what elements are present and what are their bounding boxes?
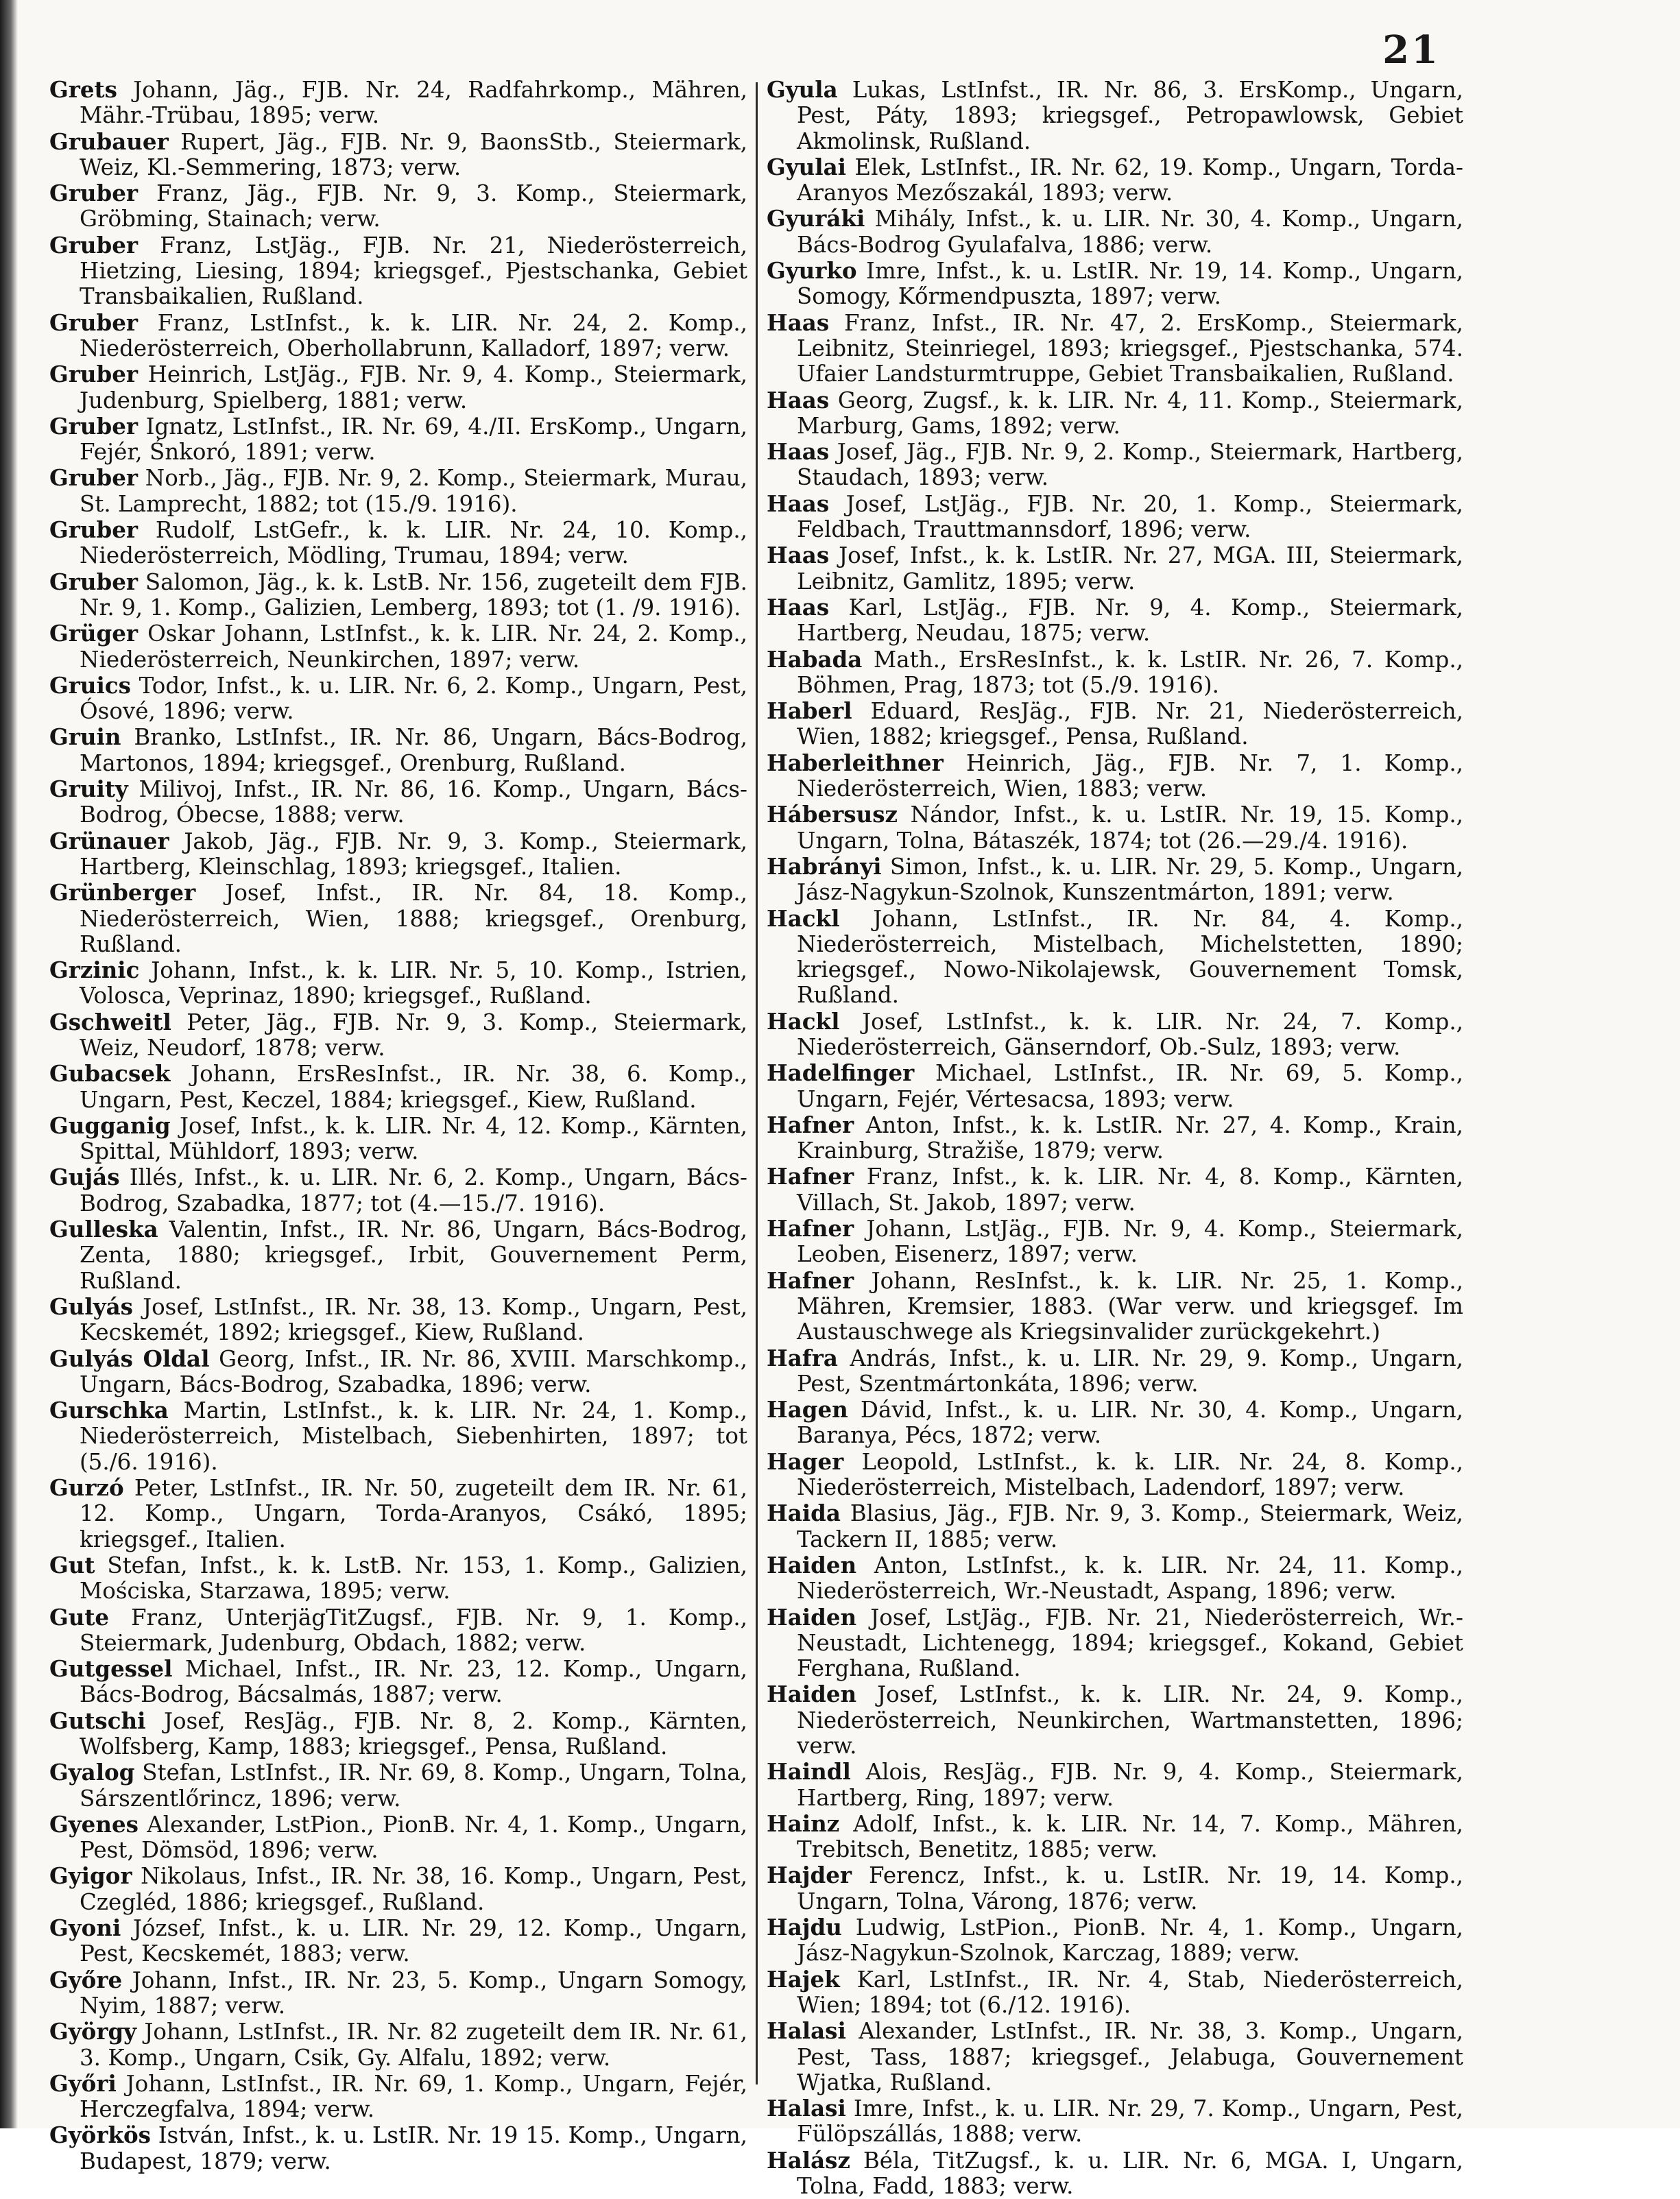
entry-details: Heinrich, Jäg., FJB. Nr. 7, 1. Komp., Niederösterreich, Wien, 1883; verw. <box>797 749 1463 802</box>
entry-surname: Hackl <box>767 1007 840 1035</box>
register-entry <box>49 310 747 362</box>
entry-details: Lukas, LstInfst., IR. Nr. 86, 3. ErsKomp., Ungarn, Pest, Páty, 1893; kriegsgef., Petropawlowsk, Gebiet Akmolinsk, Rußland. <box>797 77 1463 154</box>
entry-details: Karl, LstJäg., FJB. Nr. 9, 4. Komp., Steiermark, Hartberg, Neudau, 1875; verw. <box>797 594 1463 647</box>
register-entry <box>49 232 747 310</box>
entry-surname: Gruber <box>49 568 139 595</box>
entry-details: Anton, LstInfst., k. k. LIR. Nr. 24, 11. Komp., Niederösterreich, Wr.-Neustadt, Aspang, 1896; verw. <box>797 1552 1463 1605</box>
entry-surname: Gyulai <box>767 153 847 180</box>
entry-details: Imre, Infst., k. u. LIR. Nr. 29, 7. Komp., Ungarn, Pest, Fülöpszállás, 1888; verw. <box>797 2095 1463 2148</box>
entry-details: Valentin, Infst., IR. Nr. 86, Ungarn, Bács-Bodrog, Zenta, 1880; kriegsgef., Irbit, Gouvernement Perm, Rußland. <box>80 1216 747 1294</box>
entry-details: Josef, LstInfst., IR. Nr. 38, 13. Komp., Ungarn, Pest, Kecskemét, 1892; kriegsgef., Kiew, Rußland. <box>80 1293 747 1346</box>
entry-surname: Haas <box>767 593 830 621</box>
entry-details: Josef, LstJäg., FJB. Nr. 21, Niederösterreich, Wr.-Neustadt, Lichtenegg, 1894; kriegsgef., Kokand, Gebiet Ferghana, Rußland. <box>797 1604 1463 1682</box>
entry-surname: Gyigor <box>49 1862 132 1890</box>
entry-surname: Hadelfinger <box>767 1059 915 1087</box>
entry-surname: Gyula <box>767 76 838 103</box>
entry-details: Josef, LstInfst., k. k. LIR. Nr. 24, 9. Komp., Niederösterreich, Neunkirchen, Wartmanstetten, 1896; verw. <box>797 1681 1463 1759</box>
entry-surname: Gutschi <box>49 1707 146 1734</box>
entry-surname: Gutgessel <box>49 1655 173 1683</box>
register-entry <box>767 802 1463 854</box>
register-entry <box>49 1009 747 1061</box>
entry-details: Johann, LstInfst., IR. Nr. 82 zugeteilt dem IR. Nr. 61, 3. Komp., Ungarn, Csik, Gy. Alfalu, 1892; verw. <box>80 2019 747 2071</box>
register-entry <box>767 1967 1463 2019</box>
entry-details: Milivoj, Infst., IR. Nr. 86, 16. Komp., Ungarn, Bács-Bodrog, Óbecse, 1888; verw. <box>80 776 747 828</box>
entry-details: Elek, LstInfst., IR. Nr. 62, 19. Komp., Ungarn, Torda-Aranyos Mezőszakál, 1893; verw. <box>797 154 1463 206</box>
entry-surname: Hafner <box>767 1266 854 1294</box>
register-entry <box>49 413 747 466</box>
register-entry <box>49 1552 747 1605</box>
entry-surname: Hainz <box>767 1810 840 1837</box>
register-entry <box>767 491 1463 543</box>
entry-details: Franz, Infst., IR. Nr. 47, 2. ErsKomp., Steiermark, Leibnitz, Steinriegel, 1893; kriegsgef., Pjestschanka, 574. Ufaier Landsturmtruppe, Gebiet Transbaikalien, Rußland. <box>797 309 1463 387</box>
register-entry <box>49 621 747 673</box>
entry-surname: Gruber <box>49 231 139 259</box>
entry-details: Imre, Infst., k. u. LstIR. Nr. 19, 14. Komp., Ungarn, Somogy, Kőrmendpuszta, 1897; verw. <box>797 258 1463 310</box>
register-entry <box>49 1294 747 1346</box>
register-entry <box>767 1759 1463 1811</box>
entry-details: Rupert, Jäg., FJB. Nr. 9, BaonsStb., Steiermark, Weiz, Kl.-Semmering, 1873; verw. <box>80 128 747 180</box>
entry-surname: Halász <box>767 2146 850 2174</box>
entry-details: Dávid, Infst., k. u. LIR. Nr. 30, 4. Komp., Ungarn, Baranya, Pécs, 1872; verw. <box>797 1397 1463 1449</box>
entry-details: Josef, Infst., k. k. LstIR. Nr. 27, MGA. III, Steiermark, Leibnitz, Gamlitz, 1895; verw. <box>797 542 1463 594</box>
register-entry <box>767 77 1463 154</box>
register-entry <box>49 880 747 957</box>
register-entry <box>49 129 747 181</box>
entry-details: Blasius, Jäg., FJB. Nr. 9, 3. Komp., Steiermark, Weiz, Tackern II, 1885; verw. <box>797 1500 1463 1552</box>
register-entry <box>767 906 1463 1009</box>
register-entry <box>767 1268 1463 1345</box>
entry-details: Johann, LstInfst., IR. Nr. 84, 4. Komp., Niederösterreich, Mistelbach, Michelstetten, 1890; kriegsgef., Nowo-Nikolajewsk, Gouvernement Tomsk, Rußland. <box>797 905 1463 1009</box>
entry-surname: Gubacsek <box>49 1060 171 1088</box>
entry-details: Heinrich, LstJäg., FJB. Nr. 9, 4. Komp., Steiermark, Judenburg, Spielberg, 1881; verw. <box>80 361 747 413</box>
register-entry <box>49 1759 747 1812</box>
entry-details: Josef, Jäg., FJB. Nr. 9, 2. Komp., Steiermark, Hartberg, Staudach, 1893; verw. <box>797 439 1463 491</box>
entry-details: István, Infst., k. u. LstIR. Nr. 19 15. Komp., Ungarn, Budapest, 1879; verw. <box>80 2122 747 2174</box>
entry-surname: Hager <box>767 1447 844 1475</box>
register-entry <box>49 724 747 776</box>
register-entry <box>767 1216 1463 1268</box>
entry-surname: Hábersusz <box>767 801 898 828</box>
register-entry <box>767 206 1463 258</box>
register-entry <box>767 1449 1463 1501</box>
register-entry <box>767 258 1463 310</box>
register-entry <box>767 1681 1463 1759</box>
register-entry <box>767 594 1463 647</box>
register-entry <box>767 2148 1463 2199</box>
entry-surname: Grets <box>49 76 117 103</box>
register-entry <box>767 1397 1463 1449</box>
entry-details: Johann, LstInfst., IR. Nr. 69, 1. Komp., Ungarn, Fejér, Herczegfalva, 1894; verw. <box>80 2070 747 2123</box>
entry-details: Johann, Infst., IR. Nr. 23, 5. Komp., Ungarn Somogy, Nyim, 1887; verw. <box>80 1967 747 2019</box>
entry-surname: Hajek <box>767 1965 840 1993</box>
register-entry <box>767 1552 1463 1605</box>
entry-surname: Hajder <box>767 1862 852 1889</box>
entry-surname: Gruber <box>49 361 139 388</box>
entry-surname: Gyuráki <box>767 205 865 232</box>
entry-surname: Gut <box>49 1551 95 1578</box>
entry-details: Michael, Infst., IR. Nr. 23, 12. Komp., Ungarn, Bács-Bodrog, Bácsalmás, 1887; verw. <box>80 1656 747 1708</box>
page-number: 21 <box>1382 27 1440 73</box>
entry-surname: Grüger <box>49 620 139 647</box>
entry-surname: Gruber <box>49 180 139 207</box>
entry-surname: Hafner <box>767 1111 854 1138</box>
entry-details: Illés, Infst., k. u. LIR. Nr. 6, 2. Komp., Ungarn, Bács-Bodrog, Szabadka, 1877; tot (4.—15./7. 1916). <box>80 1164 747 1216</box>
entry-surname: Györkös <box>49 2122 151 2149</box>
entry-details: Adolf, Infst., k. k. LIR. Nr. 14, 7. Komp., Mähren, Trebitsch, Benetitz, 1885; verw. <box>797 1810 1463 1863</box>
entry-surname: Gruber <box>49 516 139 544</box>
entry-surname: Gulyás Oldal <box>49 1345 210 1372</box>
register-entry <box>767 1164 1463 1216</box>
entry-details: Mihály, Infst., k. u. LIR. Nr. 30, 4. Komp., Ungarn, Bács-Bodrog Gyulafalva, 1886; verw. <box>797 206 1463 258</box>
entry-surname: Haiden <box>767 1603 857 1631</box>
entry-surname: Haiden <box>767 1551 857 1578</box>
entry-surname: Haberleithner <box>767 749 944 776</box>
entry-details: Karl, LstInfst., IR. Nr. 4, Stab, Niederösterreich, Wien; 1894; tot (6./12. 1916). <box>797 1966 1463 2018</box>
entry-surname: Győri <box>49 2069 117 2097</box>
register-entry <box>49 1346 747 1398</box>
register-entry <box>49 1164 747 1216</box>
entry-surname: Gulleska <box>49 1216 158 1243</box>
register-entry <box>767 1605 1463 1682</box>
entry-details: Johann, ResInfst., k. k. LIR. Nr. 25, 1. Komp., Mähren, Kremsier, 1883. (War verw. und kriegsgef. Im Austauschwege als Kriegsinvalider zurückgekehrt.) <box>797 1267 1463 1345</box>
entry-surname: Haindl <box>767 1758 851 1786</box>
register-entry <box>767 647 1463 699</box>
register-entry <box>49 77 747 129</box>
entry-details: Stefan, LstInfst., IR. Nr. 69, 8. Komp., Ungarn, Tolna, Sárszentlőrincz, 1896; verw. <box>80 1759 747 1812</box>
entry-surname: Grünberger <box>49 879 196 906</box>
entry-surname: Gruber <box>49 412 139 440</box>
entry-surname: Gugganig <box>49 1111 171 1139</box>
entry-surname: Halasi <box>767 2095 846 2122</box>
entry-details: Georg, Zugsf., k. k. LIR. Nr. 4, 11. Komp., Steiermark, Marburg, Gams, 1892; verw. <box>797 387 1463 439</box>
register-entry <box>49 1113 747 1165</box>
register-entry <box>49 2122 747 2174</box>
entry-details: Josef, LstInfst., k. k. LIR. Nr. 24, 7. Komp., Niederösterreich, Gänserndorf, Ob.-Sulz, 1893; verw. <box>797 1008 1463 1060</box>
entry-details: Oskar Johann, LstInfst., k. k. LIR. Nr. 24, 2. Komp., Niederösterreich, Neunkirchen, 1897; verw. <box>80 621 747 673</box>
entry-details: Johann, LstJäg., FJB. Nr. 9, 4. Komp., Steiermark, Leoben, Eisenerz, 1897; verw. <box>797 1216 1463 1268</box>
register-entry <box>49 1708 747 1760</box>
entry-details: Salomon, Jäg., k. k. LstB. Nr. 156, zugeteilt dem FJB. Nr. 9, 1. Komp., Galizien, Lemberg, 1893; tot (1. /9. 1916). <box>80 568 747 621</box>
entry-details: Ignatz, LstInfst., IR. Nr. 69, 4./II. ErsKomp., Ungarn, Fejér, Śnkoró, 1891; verw. <box>80 413 747 466</box>
entry-surname: Gyoni <box>49 1914 121 1942</box>
entry-surname: Hafner <box>767 1163 854 1190</box>
register-entry <box>49 1397 747 1475</box>
entry-surname: Haberl <box>767 697 852 725</box>
entry-details: Alexander, LstInfst., IR. Nr. 38, 3. Komp., Ungarn, Pest, Tass, 1887; kriegsgef., Jelabuga, Gouvernement Wjatka, Rußland. <box>797 2018 1463 2095</box>
entry-details: Josef, Infst., IR. Nr. 84, 18. Komp., Niederösterreich, Wien, 1888; kriegsgef., Orenburg, Rußland. <box>80 880 747 957</box>
entry-surname: Gurschka <box>49 1397 169 1424</box>
entry-details: Franz, LstInfst., k. k. LIR. Nr. 24, 2. Komp., Niederösterreich, Oberhollabrunn, Kalladorf, 1897; verw. <box>80 309 747 361</box>
entry-details: Martin, LstInfst., k. k. LIR. Nr. 24, 1. Komp., Niederösterreich, Mistelbach, Siebenhirten, 1897; tot (5./6. 1916). <box>80 1397 747 1475</box>
register-entry <box>767 854 1463 906</box>
register-entry <box>767 1060 1463 1112</box>
entry-surname: Gruity <box>49 776 128 803</box>
entry-details: Ludwig, LstPion., PionB. Nr. 4, 1. Komp., Ungarn, Jász-Nagykun-Szolnok, Karczag, 1889; verw. <box>797 1914 1463 1967</box>
entry-details: Josef, ResJäg., FJB. Nr. 8, 2. Komp., Kärnten, Wolfsberg, Kamp, 1883; kriegsgef., Pensa, Rußland. <box>80 1707 747 1759</box>
entry-surname: Gruics <box>49 671 131 699</box>
register-entry <box>49 828 747 880</box>
entry-details: Nikolaus, Infst., IR. Nr. 38, 16. Komp., Ungarn, Pest, Czegléd, 1886; kriegsgef., Rußland. <box>80 1863 747 1915</box>
entry-details: Ferencz, Infst., k. u. LstIR. Nr. 19, 14. Komp., Ungarn, Tolna, Várong, 1876; verw. <box>797 1862 1463 1914</box>
entry-details: Béla, TitZugsf., k. u. LIR. Nr. 6, MGA. I, Ungarn, Tolna, Fadd, 1883; verw. <box>797 2147 1463 2199</box>
entry-details: Nándor, Infst., k. u. LstIR. Nr. 19, 15. Komp., Ungarn, Tolna, Bátaszék, 1874; tot (26.—29./4. 1916). <box>797 802 1463 854</box>
register-entry <box>49 1475 747 1552</box>
register-entry <box>767 1500 1463 1552</box>
entry-details: Math., ErsResInfst., k. k. LstIR. Nr. 26, 7. Komp., Böhmen, Prag, 1873; tot (5./9. 1916). <box>797 646 1463 698</box>
register-entry <box>49 1967 747 2019</box>
entry-details: Stefan, Infst., k. k. LstB. Nr. 153, 1. Komp., Galizien, Mościska, Starzawa, 1895; verw. <box>80 1552 747 1605</box>
entry-details: Norb., Jäg., FJB. Nr. 9, 2. Komp., Steiermark, Murau, St. Lamprecht, 1882; tot (15./9. 1916). <box>80 465 747 517</box>
entry-details: Peter, Jäg., FJB. Nr. 9, 3. Komp., Steiermark, Weiz, Neudorf, 1878; verw. <box>80 1009 747 1061</box>
register-entry <box>767 1914 1463 1967</box>
entry-surname: Gruin <box>49 723 121 751</box>
entry-details: József, Infst., k. u. LIR. Nr. 29, 12. Komp., Ungarn, Pest, Kecskemét, 1883; verw. <box>80 1915 747 1967</box>
register-entry <box>767 2018 1463 2095</box>
register-entry <box>767 310 1463 387</box>
entry-surname: Hafner <box>767 1215 854 1242</box>
register-entry <box>767 542 1463 594</box>
register-entry <box>767 439 1463 491</box>
entry-surname: Gruber <box>49 309 139 336</box>
entry-details: Rudolf, LstGefr., k. k. LIR. Nr. 24, 10. Komp., Niederösterreich, Mödling, Trumau, 1894; verw. <box>80 517 747 569</box>
register-entry <box>49 517 747 569</box>
entry-surname: Haas <box>767 542 830 569</box>
register-entry <box>767 698 1463 750</box>
entry-surname: Halasi <box>767 2017 846 2045</box>
entry-surname: Gyalog <box>49 1759 135 1786</box>
entry-details: Franz, Infst., k. k. LIR. Nr. 4, 8. Komp., Kärnten, Villach, St. Jakob, 1897; verw. <box>797 1164 1463 1216</box>
register-entry <box>767 387 1463 440</box>
entry-surname: Gschweitl <box>49 1008 171 1035</box>
entry-details: Josef, Infst., k. k. LIR. Nr. 4, 12. Komp., Kärnten, Spittal, Mühldorf, 1893; verw. <box>80 1112 747 1165</box>
entry-surname: Hackl <box>767 904 840 932</box>
entry-details: Todor, Infst., k. u. LIR. Nr. 6, 2. Komp., Ungarn, Pest, Ósové, 1896; verw. <box>80 672 747 725</box>
entry-details: Franz, Jäg., FJB. Nr. 9, 3. Komp., Steiermark, Gröbming, Stainach; verw. <box>80 180 747 232</box>
entry-details: Georg, Infst., IR. Nr. 86, XVIII. Marschkomp., Ungarn, Bács-Bodrog, Szabadka, 1896; verw. <box>80 1345 747 1397</box>
register-entry <box>767 750 1463 802</box>
entry-surname: Hagen <box>767 1396 848 1423</box>
entry-details: Branko, LstInfst., IR. Nr. 86, Ungarn, Bács-Bodrog, Martonos, 1894; kriegsgef., Orenburg, Rußland. <box>80 724 747 776</box>
entry-details: Johann, ErsResInfst., IR. Nr. 38, 6. Komp., Ungarn, Pest, Keczel, 1884; kriegsgef., Kiew, Rußland. <box>80 1061 747 1113</box>
entry-surname: Gyenes <box>49 1810 139 1838</box>
column-divider <box>756 82 758 2084</box>
right-column <box>767 76 1464 2199</box>
entry-surname: Haiden <box>767 1681 857 1708</box>
register-entry <box>49 1863 747 1915</box>
entry-details: Johann, Infst., k. k. LIR. Nr. 5, 10. Komp., Istrien, Volosca, Veprinaz, 1890; kriegsgef., Rußland. <box>80 957 747 1009</box>
register-entry <box>49 361 747 413</box>
entry-surname: Gulyás <box>49 1293 133 1320</box>
register-entry <box>49 673 747 725</box>
register-entry <box>767 1862 1463 1914</box>
entry-details: Franz, UnterjägTitZugsf., FJB. Nr. 9, 1. Komp., Steiermark, Judenburg, Obdach, 1882; verw. <box>80 1604 747 1656</box>
entry-surname: Haas <box>767 490 830 517</box>
left-column <box>49 76 747 2174</box>
entry-surname: Hafra <box>767 1344 838 1371</box>
entry-surname: Gute <box>49 1603 110 1631</box>
entry-surname: Gujás <box>49 1164 120 1191</box>
entry-details: Johann, Jäg., FJB. Nr. 24, Radfahrkomp., Mähren, Mähr.-Trübau, 1895; verw. <box>80 77 747 129</box>
register-entry <box>49 2019 747 2071</box>
entry-surname: Gyurko <box>767 257 857 285</box>
entry-surname: Haas <box>767 438 830 466</box>
entry-surname: Habrányi <box>767 852 882 880</box>
entry-surname: Haas <box>767 386 830 413</box>
register-entry <box>767 1345 1463 1397</box>
register-entry <box>49 1656 747 1708</box>
register-entry <box>49 1061 747 1113</box>
register-entry <box>767 1112 1463 1164</box>
entry-surname: Grünauer <box>49 827 169 854</box>
entry-surname: Habada <box>767 645 863 673</box>
entry-surname: Grubauer <box>49 128 169 155</box>
register-entry <box>49 1216 747 1294</box>
entry-details: Anton, Infst., k. k. LstIR. Nr. 27, 4. Komp., Krain, Krainburg, Stražiše, 1879; verw. <box>797 1111 1463 1164</box>
scan-binding-edge <box>0 0 18 2128</box>
entry-surname: György <box>49 2018 137 2045</box>
entry-details: Simon, Infst., k. u. LIR. Nr. 29, 5. Komp., Ungarn, Jász-Nagykun-Szolnok, Kunszentmárton, 1891; verw. <box>797 853 1463 906</box>
entry-details: Josef, LstJäg., FJB. Nr. 20, 1. Komp., Steiermark, Feldbach, Trauttmannsdorf, 1896; verw. <box>797 490 1463 543</box>
entry-surname: Hajdu <box>767 1914 842 1941</box>
entry-surname: Gruber <box>49 464 139 492</box>
register-entry <box>49 465 747 517</box>
entry-surname: Haas <box>767 309 830 336</box>
entry-details: Eduard, ResJäg., FJB. Nr. 21, Niederösterreich, Wien, 1882; kriegsgef., Pensa, Rußland. <box>797 698 1463 750</box>
register-entry <box>49 569 747 621</box>
entry-surname: Győre <box>49 1966 123 1993</box>
register-entry <box>767 2095 1463 2148</box>
register-entry <box>767 154 1463 206</box>
register-entry <box>49 2071 747 2123</box>
entry-surname: Grzinic <box>49 957 140 984</box>
register-entry <box>49 957 747 1009</box>
entry-surname: Gurzó <box>49 1474 124 1502</box>
entry-details: Jakob, Jäg., FJB. Nr. 9, 3. Komp., Steiermark, Hartberg, Kleinschlag, 1893; kriegsgef., Italien. <box>80 828 747 880</box>
register-entry <box>767 1811 1463 1863</box>
entry-details: Alois, ResJäg., FJB. Nr. 9, 4. Komp., Steiermark, Hartberg, Ring, 1897; verw. <box>797 1759 1463 1811</box>
register-entry <box>49 180 747 232</box>
entry-details: András, Infst., k. u. LIR. Nr. 29, 9. Komp., Ungarn, Pest, Szentmártonkáta, 1896; verw. <box>797 1345 1463 1397</box>
register-entry <box>49 1605 747 1657</box>
register-entry <box>49 1915 747 1967</box>
entry-details: Alexander, LstPion., PionB. Nr. 4, 1. Komp., Ungarn, Pest, Dömsöd, 1896; verw. <box>80 1811 747 1864</box>
register-entry <box>767 1009 1463 1061</box>
entry-surname: Haida <box>767 1500 841 1527</box>
entry-details: Franz, LstJäg., FJB. Nr. 21, Niederösterreich, Hietzing, Liesing, 1894; kriegsgef., Pjestschanka, Gebiet Transbaikalien, Rußland. <box>80 232 747 310</box>
register-entry <box>49 1812 747 1864</box>
entry-details: Leopold, LstInfst., k. k. LIR. Nr. 24, 8. Komp., Niederösterreich, Mistelbach, Ladendorf, 1897; verw. <box>797 1448 1463 1501</box>
register-entry <box>49 776 747 828</box>
entry-details: Peter, LstInfst., IR. Nr. 50, zugeteilt dem IR. Nr. 61, 12. Komp., Ungarn, Torda-Aranyos, Csákó, 1895; kriegsgef., Italien. <box>80 1475 747 1552</box>
entry-details: Michael, LstInfst., IR. Nr. 69, 5. Komp., Ungarn, Fejér, Vértesacsa, 1893; verw. <box>797 1060 1464 1112</box>
